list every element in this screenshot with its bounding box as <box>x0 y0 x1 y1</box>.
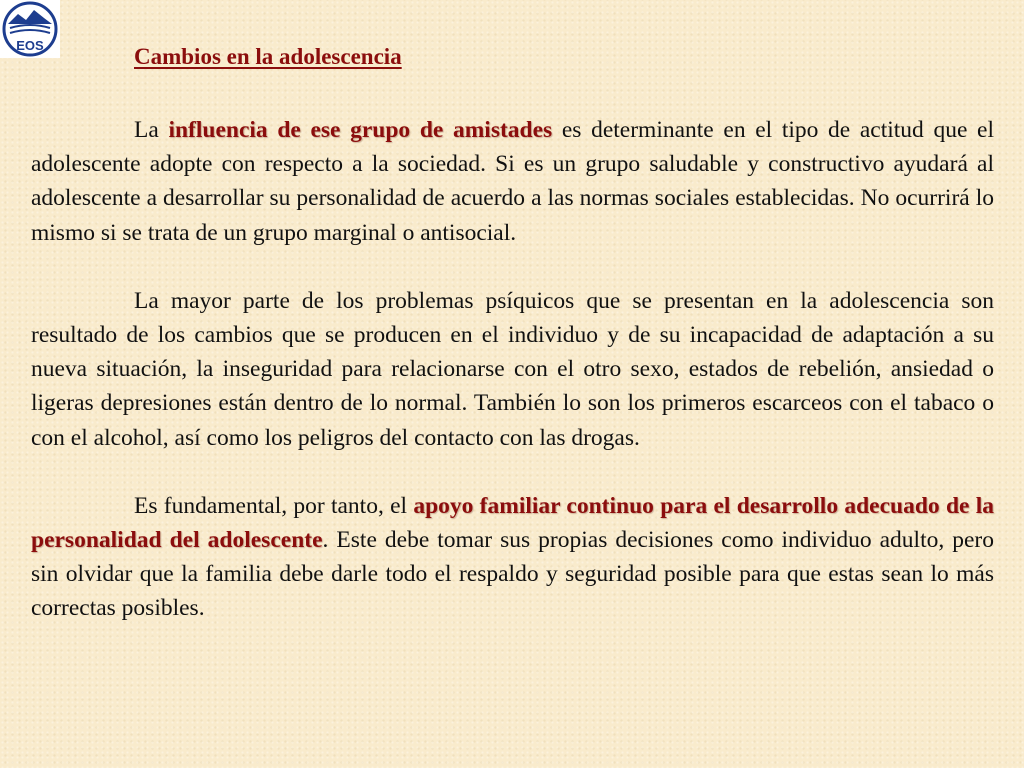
svg-text:EOS: EOS <box>16 38 44 53</box>
highlighted-phrase: influencia de ese grupo de amistades <box>168 117 553 143</box>
paragraph-text: . Este debe tomar sus propias decisiones como individuo adulto, pero sin olvidar que la familia debe darle todo el respaldo y seguridad posible para que estas sean lo más correctas posibles. <box>31 527 995 622</box>
paragraph-text: La <box>134 117 169 143</box>
paragraph-text: Es fundamental, por tanto, el <box>134 492 414 519</box>
organization-logo <box>0 0 60 58</box>
paragraph-1 <box>31 113 994 250</box>
paragraph-2: La mayor parte de los problemas psíquicos que se presentan en la adolescencia son resultado de los cambios que se producen en el individuo y de su incapacidad de adaptación a su nueva situación, la inseguridad para relacionarse con el otro sexo, estados de rebelión, ansiedad o ligeras depresiones están dentro de lo normal. También lo son los primeros escarceos con el tabaco o con el alcohol, así como los peligros del contacto con las drogas. <box>31 287 994 451</box>
logo-icon <box>0 0 60 58</box>
page-title: Cambios en la adolescencia <box>134 44 402 69</box>
body-text <box>31 113 994 660</box>
highlighted-phrase: apoyo familiar continuo para el desarrollo adecuado de la personalidad del adolescente <box>31 492 994 554</box>
paragraph-text: es determinante en el tipo de actitud que el adolescente adopte con respecto a la sociedad. Si es un grupo saludable y constructivo ayudará al adolescente a desarrollar su personalidad de acuerdo a las normas sociales establecidas. No ocurrirá lo mismo si se trata de un grupo marginal o antisocial. <box>31 117 994 246</box>
paragraph-3 <box>31 489 994 626</box>
